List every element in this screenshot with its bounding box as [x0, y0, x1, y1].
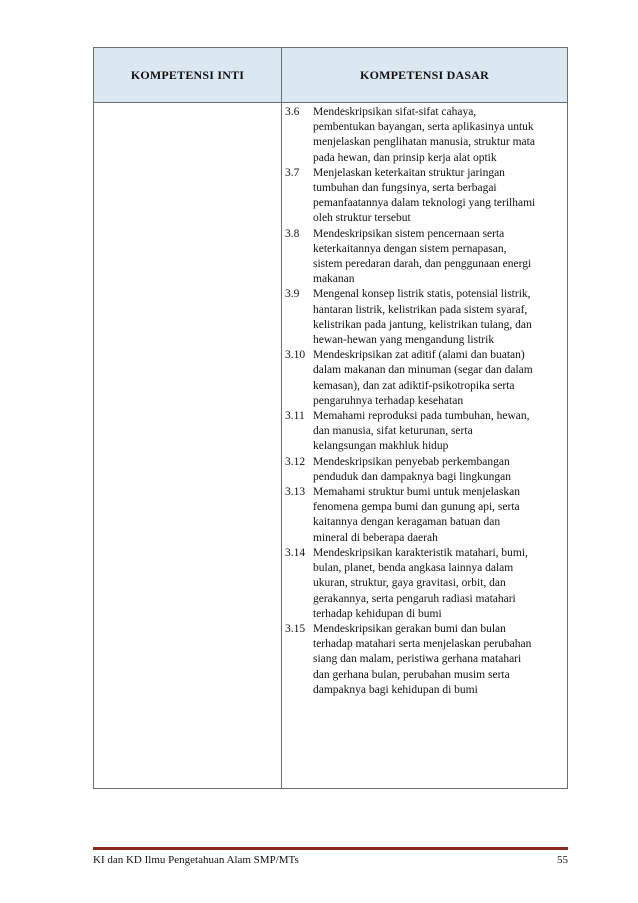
kd-text-line: Memahami reproduksi pada tumbuhan, hewan, — [313, 410, 530, 423]
kd-text — [313, 227, 565, 288]
kd-text-line: pada hewan, dan prinsip kerja alat optik — [313, 151, 497, 164]
kd-text-line: Mendeskripsikan gerakan bumi dan bulan — [313, 622, 506, 635]
kd-text — [313, 105, 565, 166]
kd-text — [313, 166, 565, 227]
kd-text-line: mineral di beberapa daerah — [313, 531, 438, 544]
kd-number: 3.11 — [285, 410, 305, 423]
kd-text-line: fenomena gempa bumi dan gunung api, serta — [313, 501, 520, 514]
kd-text-line: Mendeskripsikan penyebab perkembangan — [313, 455, 510, 468]
kd-text-line: kelangsungan makhluk hidup — [313, 440, 449, 453]
kd-text-line: siang dan malam, peristiwa gerhana matahari — [313, 653, 522, 666]
kd-text-line: bulan, planet, benda angkasa lainnya dalam — [313, 562, 514, 575]
kompetensi-dasar-list — [285, 105, 567, 698]
kd-number: 3.8 — [285, 227, 300, 240]
kd-item — [285, 409, 567, 455]
kd-number: 3.15 — [285, 622, 306, 635]
kd-text-line: dan gerhana bulan, perubahan musim serta — [313, 668, 510, 681]
kd-number: 3.7 — [285, 166, 300, 179]
kd-text-line: Mendeskripsikan sifat-sifat cahaya, — [313, 106, 477, 118]
kd-text-line: kemasan), dan zat adiktif-psikotropika serta — [313, 379, 515, 392]
header-kompetensi-dasar: KOMPETENSI DASAR — [360, 68, 489, 82]
footer-title: KI dan KD Ilmu Pengetahuan Alam SMP/MTs — [93, 854, 299, 866]
footer-rule — [93, 847, 568, 850]
kd-text-line: sistem peredaran darah, dan penggunaan energi — [313, 258, 532, 271]
kd-text-line: keterkaitannya dengan sistem pernapasan, — [313, 242, 507, 255]
kd-text-line: terhadap matahari serta menjelaskan perubahan — [313, 638, 532, 651]
kd-text-line: Menjelaskan keterkaitan struktur jaringan — [313, 166, 505, 179]
kd-number: 3.12 — [285, 455, 306, 468]
kd-text — [313, 287, 565, 348]
kd-text-line: hewan-hewan yang mengandung listrik — [313, 334, 495, 347]
kd-text-line: pemanfaatannya dalam teknologi yang terilhami — [313, 197, 536, 210]
kd-text — [313, 348, 565, 409]
kd-text-line: kelistrikan pada jantung, kelistrikan tulang, dan — [313, 318, 532, 331]
kd-text-line: pembentukan bayangan, serta aplikasinya untuk — [313, 121, 534, 134]
table-header — [94, 48, 567, 103]
kd-number: 3.9 — [285, 288, 300, 301]
kd-text-line: Mengenal konsep listrik statis, potensial listrik, — [313, 288, 531, 301]
kd-text-line: penduduk dan dampaknya bagi lingkungan — [313, 470, 512, 483]
kd-text-line: Mendeskripsikan karakteristik matahari, bumi, — [313, 546, 528, 559]
kd-item — [285, 105, 567, 166]
kd-item — [285, 166, 567, 227]
kd-text-line: makanan — [313, 273, 355, 286]
kd-item — [285, 227, 567, 288]
kd-text-line: Memahami struktur bumi untuk menjelaskan — [313, 486, 520, 499]
kd-text-line: gerakannya, serta pengaruh radiasi matahari — [313, 592, 516, 605]
competency-table — [93, 47, 568, 789]
kd-text-line: terhadap kehidupan di bumi — [313, 607, 442, 620]
kd-text — [313, 455, 565, 485]
kd-text-line: Mendeskripsikan sistem pencernaan serta — [313, 227, 505, 240]
kd-text-line: dampaknya bagi kehidupan di bumi — [313, 683, 478, 696]
kd-number: 3.6 — [285, 106, 300, 118]
kd-item — [285, 287, 567, 348]
kd-text — [313, 546, 565, 622]
kd-item — [285, 485, 567, 546]
kd-text-line: oleh struktur tersebut — [313, 212, 411, 225]
kd-text-line: dan manusia, sifat keturunan, serta — [313, 425, 473, 438]
kd-text-line: tumbuhan dan fungsinya, serta berbagai — [313, 182, 497, 195]
header-kompetensi-inti: KOMPETENSI INTI — [130, 68, 245, 82]
kd-number: 3.10 — [285, 349, 306, 362]
kd-text-line: kaitannya dengan keragaman batuan dan — [313, 516, 501, 529]
kd-text-line: menjelaskan penglihatan manusia, struktur mata — [313, 136, 535, 149]
kd-text-line: dalam makanan dan minuman (segar dan dalam — [313, 364, 533, 377]
kd-text — [313, 409, 565, 455]
kd-text-line: Mendeskripsikan zat aditif (alami dan buatan) — [313, 349, 525, 362]
kd-item — [285, 455, 567, 485]
column-divider — [281, 48, 282, 788]
kd-text — [313, 622, 565, 698]
kd-number: 3.13 — [285, 486, 306, 499]
kd-item — [285, 348, 567, 409]
kd-text-line: pengaruhnya terhadap kesehatan — [313, 394, 464, 407]
kd-item — [285, 546, 567, 622]
kd-number: 3.14 — [285, 546, 306, 559]
kd-item — [285, 622, 567, 698]
kd-text-line: ukuran, struktur, gaya gravitasi, orbit, dan — [313, 577, 506, 590]
page-number: 55 — [557, 854, 568, 866]
kd-text — [313, 485, 565, 546]
kd-text-line: hantaran listrik, kelistrikan pada sistem syaraf, — [313, 303, 528, 316]
